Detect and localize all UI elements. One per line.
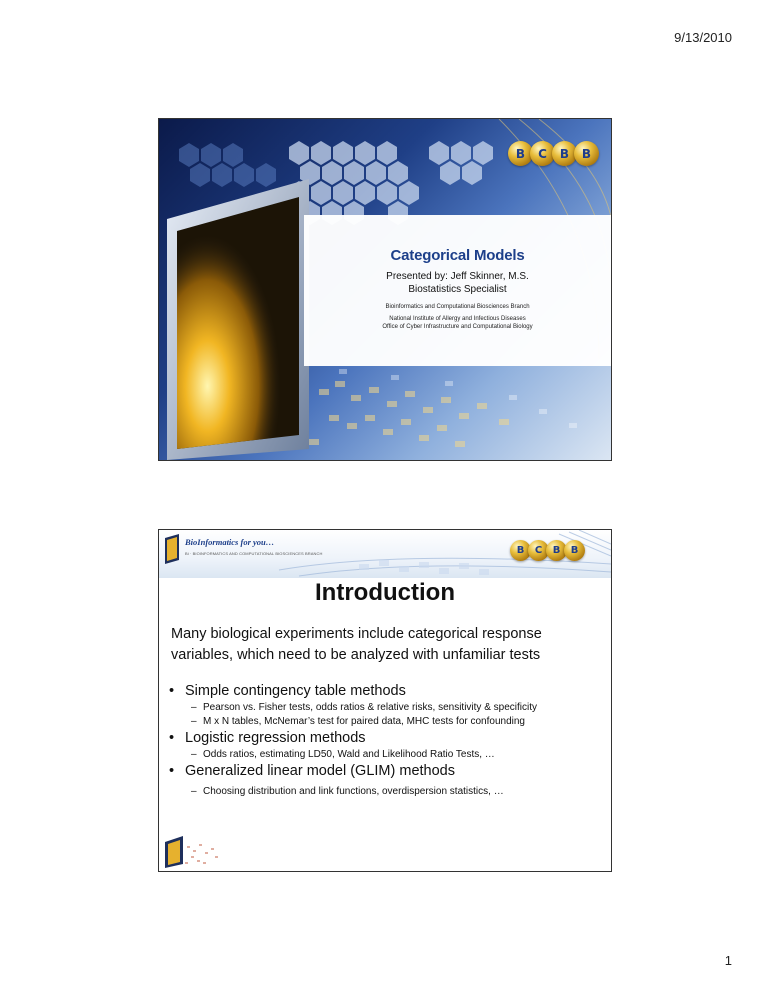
logo-ball: B: [574, 141, 599, 166]
sub-bullet-item: – M x N tables, McNemar’s test for paired data, MHC tests for confounding: [169, 715, 605, 729]
page-date: 9/13/2010: [674, 30, 732, 45]
slide-title: Categorical Models: [390, 247, 525, 264]
institute-line: National Institute of Allergy and Infectious Diseases: [389, 316, 526, 322]
branch-name: Bioinformatics and Computational Biosciences Branch: [385, 304, 530, 310]
slide-header: [159, 530, 611, 578]
bcbb-logo: [511, 141, 599, 166]
logo-ball: C: [528, 540, 549, 561]
logo-ball: B: [510, 540, 531, 561]
bullet-item: • Generalized linear model (GLIM) methods: [169, 762, 605, 781]
bcbb-logo: [513, 540, 585, 561]
corner-monitor-icon: [163, 832, 223, 868]
institute-info: [304, 315, 611, 331]
sub-bullet-item: – Pearson vs. Fisher tests, odds ratios & relative risks, sensitivity & specificity: [169, 701, 605, 715]
logo-ball: B: [564, 540, 585, 561]
logo-ball: B: [546, 540, 567, 561]
office-line: Office of Cyber Infrastructure and Computational Biology: [382, 324, 533, 330]
presenter-line: Presented by: Jeff Skinner, M.S.: [386, 271, 529, 282]
title-slide: [158, 118, 612, 461]
sub-bullet-item: – Odds ratios, estimating LD50, Wald and Likelihood Ratio Tests, …: [169, 748, 605, 762]
bullet-item: • Simple contingency table methods: [169, 682, 605, 701]
logo-ball: B: [508, 141, 533, 166]
page-number: 1: [724, 953, 732, 968]
title-panel: [304, 215, 611, 366]
introduction-slide: [158, 529, 612, 872]
bullet-item: • Logistic regression methods: [169, 729, 605, 748]
role-line: Biostatistics Specialist: [408, 284, 507, 295]
lead-paragraph: Many biological experiments include categorical response variables, which need to be analyzed with unfamiliar tests: [171, 626, 542, 663]
logo-ball: B: [552, 141, 577, 166]
slide-title: Introduction: [315, 579, 455, 606]
header-subtagline: Bi · BIOINFORMATICS AND COMPUTATIONAL BIOSCIENCES BRANCH: [185, 551, 323, 556]
header-tagline: BioInformatics for you…: [185, 537, 275, 547]
logo-ball: C: [530, 141, 555, 166]
bullet-list: [169, 682, 605, 799]
sub-bullet-item: – Choosing distribution and link functions, overdispersion statistics, …: [169, 781, 605, 799]
presenter-info: [304, 270, 611, 296]
